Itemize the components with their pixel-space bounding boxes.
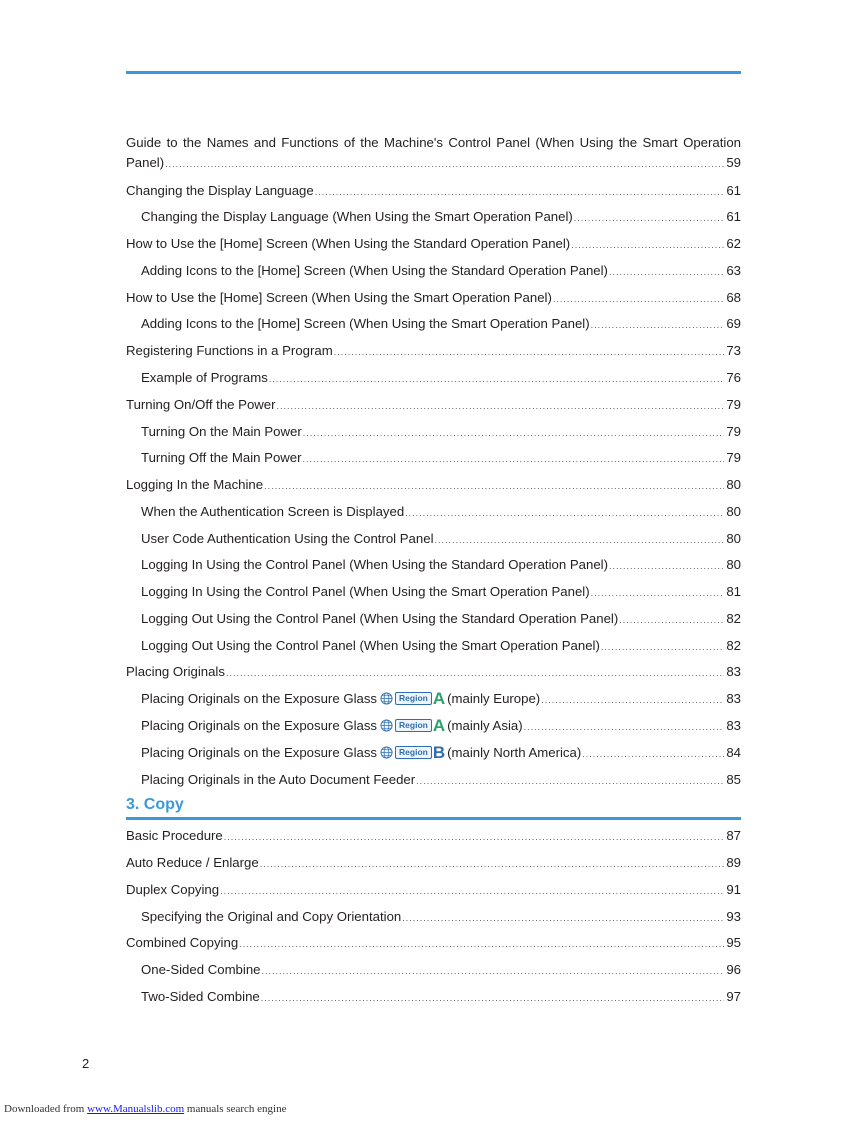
toc-leader-dots: [315, 182, 725, 202]
toc-entry-title: [141, 261, 608, 281]
toc-page-number: 73: [726, 343, 741, 358]
footer-prefix: Downloaded from: [4, 1103, 88, 1115]
toc-entry-title-cont: Panel): [126, 155, 165, 170]
toc-entry[interactable]: [141, 529, 741, 550]
toc-entry-title: [126, 395, 276, 415]
region-tag: Region: [395, 719, 432, 732]
toc-entry-text: User Code Authentication Using the Control Panel: [141, 531, 434, 546]
toc-leader-dots: [303, 449, 725, 469]
toc-entry-text: When the Authentication Screen is Displayed: [141, 504, 405, 519]
toc-entry-text: Changing the Display Language (When Using the Smart Operation Panel): [141, 209, 573, 224]
download-footer: [4, 1103, 286, 1115]
toc-entry-text: Example of Programs: [141, 370, 268, 385]
toc-entry-title: [141, 987, 260, 1007]
toc-entry-suffix: (mainly Europe): [447, 691, 541, 706]
toc-page-number: 83: [726, 691, 741, 706]
toc-entry[interactable]: [141, 987, 741, 1008]
toc-entry-text: Basic Procedure: [126, 828, 223, 843]
toc-entry[interactable]: [141, 770, 741, 791]
toc-entry[interactable]: [126, 288, 741, 309]
toc-leader-dots: [269, 369, 725, 389]
toc-page-number: 79: [726, 450, 741, 465]
toc-page-number: 82: [726, 611, 741, 626]
toc-entry-title: [141, 448, 302, 468]
region-letter: A: [432, 715, 446, 735]
toc-entry[interactable]: [126, 234, 741, 255]
toc-entry[interactable]: [126, 341, 741, 362]
toc-leader-dots: [541, 690, 724, 710]
toc-entry-title: [126, 853, 259, 873]
toc-leader-dots: [571, 235, 724, 255]
toc-entry-text: Logging Out Using the Control Panel (When Using the Smart Operation Panel): [141, 638, 600, 653]
toc-entry-text: Logging In the Machine: [126, 477, 264, 492]
toc-entry-title: [141, 582, 590, 602]
toc-leader-dots: [574, 208, 725, 228]
toc-page-number: 61: [726, 183, 741, 198]
region-letter: A: [432, 688, 446, 708]
toc-entry-title: [126, 662, 225, 682]
toc-entry[interactable]: [141, 261, 741, 282]
toc-entry[interactable]: [141, 368, 741, 389]
toc-page-number: 91: [726, 882, 741, 897]
toc-entry-text: Adding Icons to the [Home] Screen (When Using the Smart Operation Panel): [141, 316, 590, 331]
toc-entry-title: [141, 502, 404, 522]
toc-entry-text: How to Use the [Home] Screen (When Using the Smart Operation Panel): [126, 290, 552, 305]
toc-entry-text: Placing Originals: [126, 664, 225, 679]
toc-entry-title: [141, 368, 268, 388]
toc-entry-title: [126, 475, 263, 495]
toc-page-number: 80: [726, 504, 741, 519]
toc-entry[interactable]: [141, 689, 741, 710]
toc-leader-dots: [619, 610, 724, 630]
toc-leader-dots: [220, 881, 724, 901]
region-badge: [380, 688, 446, 708]
toc-entry-text: Logging In Using the Control Panel (When Using the Standard Operation Panel): [141, 557, 608, 572]
toc-entry-text: Registering Functions in a Program: [126, 343, 333, 358]
toc-entry-title: [141, 314, 590, 334]
toc-entry-text: Combined Copying: [126, 935, 239, 950]
toc-entry-text: Placing Originals on the Exposure Glass: [141, 718, 378, 733]
toc-leader-dots: [303, 423, 725, 443]
toc-entry-text: Duplex Copying: [126, 882, 220, 897]
toc-page-number: 97: [726, 989, 741, 1004]
toc-entry-title: [126, 826, 223, 846]
toc-leader-dots: [435, 530, 725, 550]
globe-icon: [380, 719, 393, 732]
toc-page-number: 84: [726, 745, 741, 760]
toc-entry-text: Changing the Display Language: [126, 183, 314, 198]
toc-entry-title: [141, 422, 302, 442]
toc-entry[interactable]: [141, 448, 741, 469]
toc-page-number: 79: [726, 397, 741, 412]
globe-icon: [380, 746, 393, 759]
toc-entry-title: Guide to the Names and Functions of the Machine's Control Panel (When Using the Smart Operation: [126, 135, 741, 150]
toc-page-number: 96: [726, 962, 741, 977]
toc-entry-title: [141, 689, 540, 709]
toc-leader-dots: [224, 827, 725, 847]
toc-entry-suffix: (mainly North America): [447, 745, 582, 760]
toc-entry[interactable]: [126, 181, 741, 202]
toc-page-number: 83: [726, 718, 741, 733]
toc-entry-title: [141, 636, 600, 656]
toc-page-number: 79: [726, 424, 741, 439]
toc-entry-title: [126, 341, 333, 361]
region-tag: Region: [395, 692, 432, 705]
toc-leader-dots: [591, 315, 725, 335]
toc-page-number: 93: [726, 909, 741, 924]
toc-page-number: 82: [726, 638, 741, 653]
toc-leader-dots: [262, 961, 725, 981]
toc-entry-text: Turning Off the Main Power: [141, 450, 302, 465]
toc-page-number: 59: [726, 155, 741, 170]
toc-leader-dots: [524, 717, 725, 737]
toc-entry-text: Adding Icons to the [Home] Screen (When Using the Standard Operation Panel): [141, 263, 608, 278]
toc-entry-text: Turning On/Off the Power: [126, 397, 276, 412]
toc-entry-text: Placing Originals on the Exposure Glass: [141, 745, 378, 760]
toc-leader-dots: [582, 744, 724, 764]
toc-entry-title: [141, 743, 581, 763]
toc-entry[interactable]: [141, 960, 741, 981]
toc-entry-suffix: (mainly Asia): [447, 718, 523, 733]
toc-page-number: 63: [726, 263, 741, 278]
region-badge: [380, 742, 446, 762]
toc-page-number: 80: [726, 557, 741, 572]
toc-leader-dots: [553, 289, 724, 309]
toc-entry[interactable]: [141, 743, 741, 764]
page-number: 2: [82, 1056, 90, 1071]
toc-leader-dots: [609, 262, 724, 282]
toc-entry-title: [141, 716, 523, 736]
toc-page-number: 62: [726, 236, 741, 251]
toc-entry[interactable]: [141, 907, 741, 928]
toc-leader-dots: [264, 476, 724, 496]
toc-entry-title: [126, 181, 314, 201]
region-badge: [380, 715, 446, 735]
toc-leader-dots: [261, 988, 725, 1008]
toc-entry-text: How to Use the [Home] Screen (When Using the Standard Operation Panel): [126, 236, 571, 251]
toc-entry-title: [141, 960, 261, 980]
toc-page-number: 89: [726, 855, 741, 870]
toc-entry-title: [126, 288, 552, 308]
globe-icon: [380, 692, 393, 705]
toc-entry-title: [141, 529, 434, 549]
toc-page-number: 61: [726, 209, 741, 224]
toc-leader-dots: [405, 503, 724, 523]
toc-page-number: 80: [726, 477, 741, 492]
toc-entry[interactable]: [126, 853, 741, 874]
toc-leader-dots: [165, 154, 724, 174]
toc-page-number: 95: [726, 935, 741, 950]
toc-leader-dots: [334, 342, 725, 362]
toc-page-number: 87: [726, 828, 741, 843]
toc-entry[interactable]: [126, 880, 741, 901]
toc-page-number: 81: [726, 584, 741, 599]
toc-page-number: 85: [726, 772, 741, 787]
chapter-rule: [126, 817, 741, 820]
toc-entry[interactable]: [126, 826, 741, 847]
toc-entry[interactable]: [141, 502, 741, 523]
toc-entry-text: One-Sided Combine: [141, 962, 261, 977]
toc-entry[interactable]: [141, 636, 741, 657]
toc-entry-title: [141, 770, 415, 790]
toc-leader-dots: [239, 934, 724, 954]
toc-entry-title: [126, 880, 219, 900]
toc-entry[interactable]: [141, 314, 741, 335]
toc-entry[interactable]: [126, 133, 741, 174]
toc-entry[interactable]: [141, 422, 741, 443]
toc-entry[interactable]: [126, 395, 741, 416]
toc-entry[interactable]: [141, 555, 741, 576]
toc-leader-dots: [260, 854, 725, 874]
region-tag: Region: [395, 746, 432, 759]
manualslib-link[interactable]: www.Manualslib.com: [87, 1103, 185, 1115]
toc-entry-text: Two-Sided Combine: [141, 989, 260, 1004]
toc-entry-text: Turning On the Main Power: [141, 424, 302, 439]
toc-entry-text: Logging Out Using the Control Panel (When Using the Standard Operation Panel): [141, 611, 619, 626]
toc-page-number: 76: [726, 370, 741, 385]
region-letter: B: [432, 742, 446, 762]
toc-entry-title: [141, 609, 618, 629]
toc-entry[interactable]: [141, 207, 741, 228]
toc-leader-dots: [226, 663, 724, 683]
toc-entry-text: Logging In Using the Control Panel (When Using the Smart Operation Panel): [141, 584, 590, 599]
toc-leader-dots: [601, 637, 724, 657]
toc-leader-dots: [402, 908, 724, 928]
toc-entry-text: Placing Originals in the Auto Document Feeder: [141, 772, 416, 787]
toc-entry[interactable]: [141, 582, 741, 603]
toc-entry[interactable]: [141, 609, 741, 630]
toc-entry-title: [126, 234, 570, 254]
toc-leader-dots: [609, 556, 724, 576]
toc-entry[interactable]: [126, 475, 741, 496]
toc-leader-dots: [591, 583, 725, 603]
chapter-heading[interactable]: 3. Copy: [126, 796, 184, 813]
toc-leader-dots: [416, 771, 724, 791]
toc-page-number: 68: [726, 290, 741, 305]
toc-entry-title: [141, 907, 401, 927]
footer-suffix: manuals search engine: [184, 1103, 287, 1115]
toc-entry-text: Placing Originals on the Exposure Glass: [141, 691, 378, 706]
header-rule: [126, 71, 741, 74]
toc-page-number: 69: [726, 316, 741, 331]
toc-page-number: 80: [726, 531, 741, 546]
toc-page-number: 83: [726, 664, 741, 679]
toc-entry-title: [141, 555, 608, 575]
toc-entry-title: [126, 933, 238, 953]
toc-entry[interactable]: [141, 716, 741, 737]
toc-leader-dots: [277, 396, 725, 416]
toc-entry[interactable]: [126, 933, 741, 954]
toc-entry-text: Auto Reduce / Enlarge: [126, 855, 259, 870]
toc-entry-text: Specifying the Original and Copy Orientation: [141, 909, 402, 924]
toc-entry[interactable]: [126, 662, 741, 683]
toc-entry-title: [141, 207, 573, 227]
